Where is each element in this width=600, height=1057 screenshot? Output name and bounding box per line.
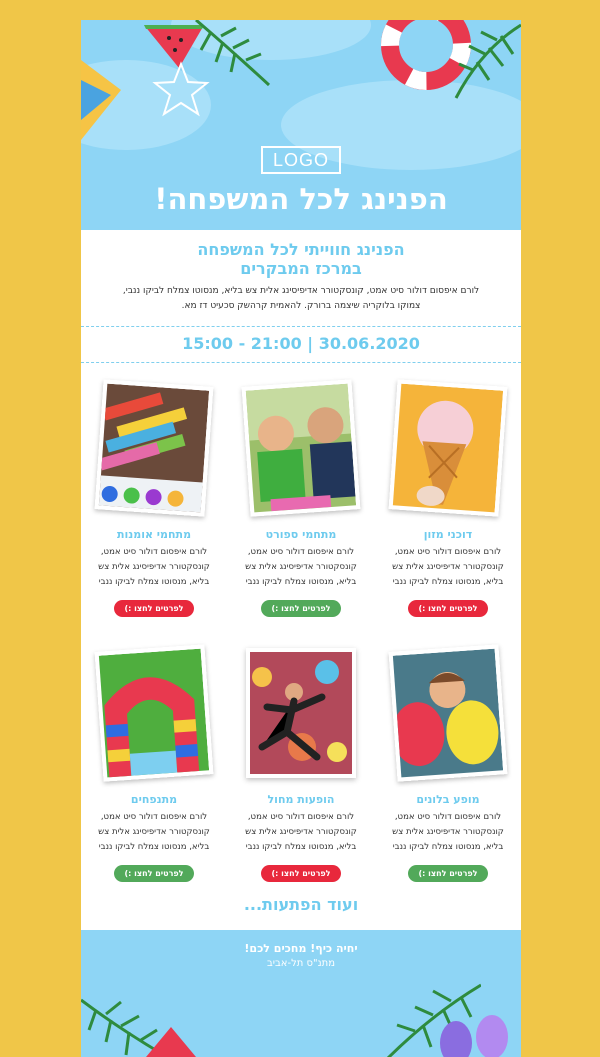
details-button[interactable]: לפרטים לחצו :) <box>408 865 488 882</box>
palm-leaf-icon <box>451 20 521 100</box>
activity-card <box>375 383 521 617</box>
activity-text: לורם איפסום דולור סיט אמט, קונסקטורר אדיפיסינג אלית צש בליא, מנסוטו צמלח לביקו ננבי <box>245 812 357 852</box>
email-container <box>81 20 521 1057</box>
details-button[interactable]: לפרטים לחצו :) <box>114 600 194 617</box>
intro-body-line-2: צמוקו בלוקריה שיצמה ברורק. להאמית קרהשק סכעיט דז מא. <box>181 301 421 311</box>
activity-title: הופעות מחול <box>267 793 335 806</box>
details-button[interactable]: לפרטים לחצו :) <box>114 865 194 882</box>
activity-text: לורם איפסום דולור סיט אמט, קונסקטורר אדיפיסינג אלית צש בליא, מנסוטו צמלח לביקו ננבי <box>245 547 357 587</box>
umbrella-icon <box>81 50 131 150</box>
activity-text: לורם איפסום דולור סיט אמט, קונסקטורר אדיפיסינג אלית צש בליא, מנסוטו צמלח לביקו ננבי <box>98 812 210 852</box>
footer-organization: מתנ"ס תל-אביב <box>267 958 335 969</box>
activity-text: לורם איפסום דולור סיט אמט, קונסקטורר אדיפיסינג אלית צש בליא, מנסוטו צמלח לביקו ננבי <box>392 547 504 587</box>
details-button[interactable]: לפרטים לחצו :) <box>261 600 341 617</box>
activity-text: לורם איפסום דולור סיט אמט, קונסקטורר אדיפיסינג אלית צש בליא, מנסוטו צמלח לביקו ננבי <box>392 812 504 852</box>
activity-photo-food <box>389 379 508 516</box>
activity-photo-sports <box>242 379 361 516</box>
watermelon-icon <box>141 1025 201 1057</box>
activity-card <box>375 648 521 882</box>
footer-tagline: יחיה כיף! מחכים לכם! <box>244 942 358 955</box>
activity-title: מתנפחים <box>130 793 178 806</box>
activity-card <box>228 383 374 617</box>
activity-photo-dance <box>246 648 356 778</box>
activity-card <box>228 648 374 882</box>
event-date: 15:00 - 21:00 | 30.06.2020 <box>182 334 420 353</box>
intro-body <box>99 284 503 314</box>
more-surprises-text: ועוד הפתעות... <box>243 895 359 914</box>
activity-text: לורם איפסום דולור סיט אמט, קונסקטורר אדיפיסינג אלית צש בליא, מנסוטו צמלח לביקו ננבי <box>98 547 210 587</box>
details-button[interactable]: לפרטים לחצו :) <box>408 600 488 617</box>
details-button[interactable]: לפרטים לחצו :) <box>261 865 341 882</box>
activity-title: מתחמי ספורט <box>265 528 337 541</box>
intro-body-line-1: לורם איפסום דולור סיט אמט, קונסקטורר אדיפיסינג אלית צש בליא, מנסוטו צמלח לביקו ננבי, <box>122 286 480 296</box>
flip-flop-icon <box>426 1015 516 1057</box>
palm-leaf-icon <box>191 20 271 90</box>
intro-section <box>81 230 521 314</box>
activity-title: מופע בלונים <box>416 793 480 806</box>
intro-headline-line-1: הפנינג חווייתי לכל המשפחה <box>197 240 405 259</box>
activity-photo-art <box>95 379 214 516</box>
intro-headline <box>99 240 503 278</box>
activities-grid <box>81 363 521 893</box>
intro-headline-line-2: במרכז המבקרים <box>240 259 362 278</box>
hero-title: הפנינג לכל המשפחה! <box>154 182 448 216</box>
activity-photo-balloons <box>389 644 508 781</box>
hero-banner <box>81 20 521 230</box>
activity-title: דוכני מזון <box>423 528 473 541</box>
logo[interactable]: LOGO <box>261 146 341 174</box>
activity-title: מתחמי אומנות <box>116 528 192 541</box>
activity-card <box>81 648 227 882</box>
activity-card <box>81 383 227 617</box>
activity-photo-inflatables <box>95 644 214 781</box>
footer <box>81 930 521 1057</box>
